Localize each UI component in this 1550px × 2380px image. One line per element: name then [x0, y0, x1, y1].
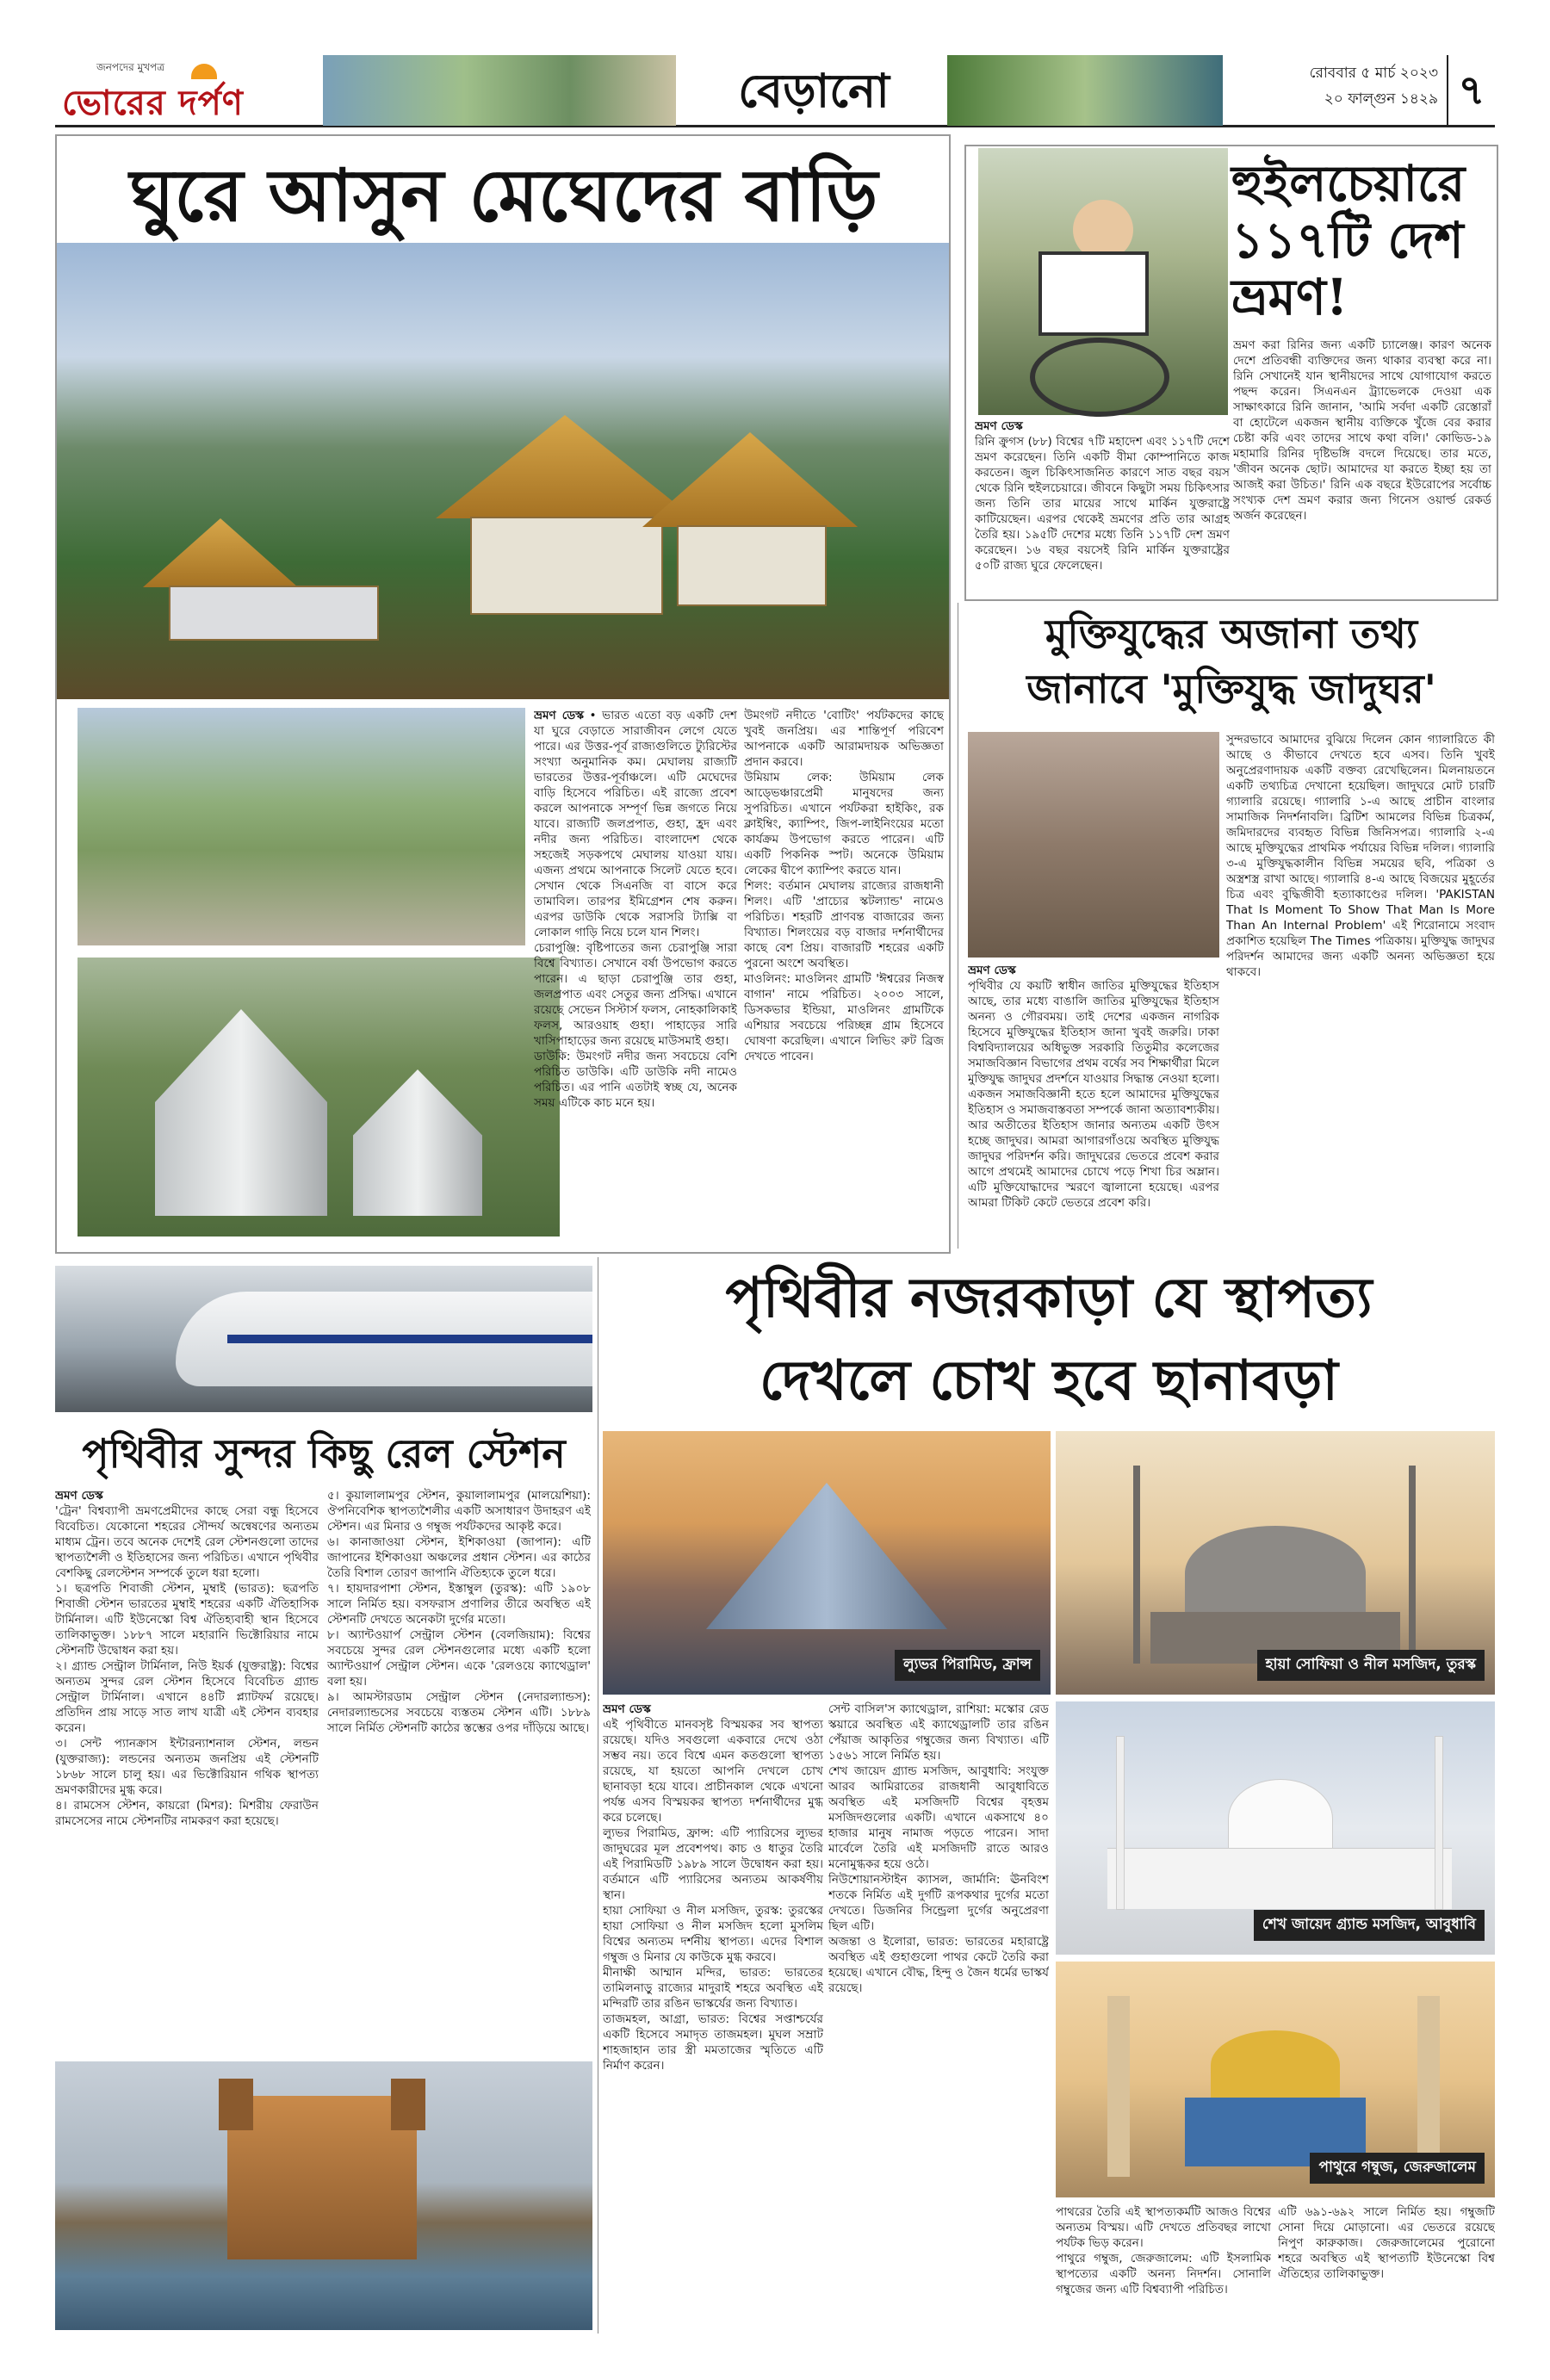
paragraph: ল্যুভর পিরামিড, ফ্রান্স: এটি প্যারিসের ল্যুভর জাদুঘরের মূল প্রবেশপথ। কাচ ও ধাতুর তৈরি এই পিরামিডটি ১৯৮৯ সালে উদ্বোধন করা হয়। বর্তমানে এটি প্যারিসের অন্যতম আকর্ষণীয় স্থান। [603, 1826, 823, 1902]
story-museum-col-right: সুন্দরভাবে আমাদের বুঝিয়ে দিলেন কোন গ্যালারিতে কী আছে ও কীভাবে দেখতে হবে এসব। তিনি খুবই অনুপ্রেরণাদায়ক একটি বক্তব্য রেখেছিলেন। মিলনায়তনে একটি তথ্যচিত্র দেখানো হয়েছিল। জাদুঘরে মোট চারটি গ্যালারি রয়েছে। গ্যালারি ১-এ আছে প্রাচীন বাংলার সামাজিক নিদর্শনাবলি। ব্রিটিশ আমলের বিভিন্ন চিত্রকর্ম, জমিদারদের ব্যবহৃত বিভিন্ন জিনিসপত্র। গ্যালারি ২-এ আছে মুক্তিযুদ্ধের প্রাথমিক পর্যায়ের বিভিন্ন দলিল। গ্যালারি ৩-এ মুক্তিযুদ্ধকালীন বিভিন্ন সময়ের ছবি, পত্রিকা ও অস্ত্রশস্ত্র রাখা আছে। গ্যালারি ৪-এ আছে বিজয়ের মুহূর্তের চিত্র এবং বুদ্ধিজীবী হত্যাকাণ্ডের দলিল। 'PAKISTAN That Is Moment To Show That Man Is More Than An Internal Problem' এই শিরোনামে সংবাদ প্রকাশিত হয়েছিল The Times পত্রিকায়। মুক্তিযুদ্ধ জাদুঘর পরিদর্শন আমাদের জন্য একটি অনন্য অভিজ্ঞতা হয়ে থাকবে। [1226, 733, 1495, 979]
hut-roof-3 [143, 518, 298, 587]
paragraph: 'ট্রেন' বিশ্বব্যাপী ভ্রমণপ্রেমীদের কাছে সেরা বন্ধু হিসেবে বিবেচিত। যেকোনো শহরের সৌন্দর্য অন্বেষণের অন্যতম মাধ্যম ট্রেন। তবে অনেক দেশেই রেল স্টেশনগুলো তাদের স্থাপত্যশৈলী ও ইতিহাসের জন্য পরিচিত। এখানে পৃথিবীর বেশকিছু রেলস্টেশন সম্পর্কে তুলে ধরা হলো। [55, 1504, 319, 1580]
date-bengali: ২০ ফাল্গুন ১৪২৯ [1324, 90, 1438, 108]
arch-column [1107, 1996, 1130, 2177]
paragraph: অজন্তা ও ইলোরা, ভারত: ভারতের মহারাষ্ট্রে অবস্থিত এই গুহাগুলো পাথর কেটে তৈরি করা হয়েছে। এখানে বৌদ্ধ, হিন্দু ও জৈন ধর্মের ভাস্কর্য রয়েছে। [828, 1935, 1049, 1995]
wooden-deck [169, 586, 379, 641]
paragraph: ৩। সেন্ট প্যানক্রাস ইন্টারন্যাশনাল স্টেশন, লন্ডন (যুক্তরাজ্য): লন্ডনের অন্যতম জনপ্রিয় এই স্টেশনটি ১৮৬৮ সালে চালু হয়। এর ভিক্টোরিয়ান গথিক স্থাপত্য ভ্রমণকারীদের মুগ্ধ করে। [55, 1737, 319, 1797]
paragraph: তাজমহল, আগ্রা, ভারত: বিশ্বের সপ্তাশ্চর্যের একটি হিসেবে সমাদৃত তাজমহল। মুঘল সম্রাট শাহজাহান তার স্ত্রী মমতাজের স্মৃতিতে এটি নির্মাণ করেন। [603, 2012, 823, 2073]
train-stripe [227, 1335, 592, 1343]
paragraph: মাওলিনং: মাওলিনং গ্রামটি 'ঈশ্বরের নিজস্ব বাগান' নামে পরিচিত। ২০০৩ সালে, ডিসকভার ইন্ডিয়া, মাওলিনং গ্রামটিকে এশিয়ার সবচেয়ে পরিচ্ছন্ন গ্রাম হিসেবে ঘোষণা করেছিল। এখানে লিভিং রুট ব্রিজ দেখতে পাবেন। [744, 972, 944, 1063]
main-dome [1185, 1526, 1366, 1621]
paragraph: ৪। রামসেস স্টেশন, কায়রো (মিশর): মিশরীয় ফেরাউন রামসেসের নামে স্টেশনটির নামকরণ করা হয়েছে। [55, 1799, 319, 1828]
section-title: বেড়ানো [738, 63, 890, 118]
bullet-train-photo [55, 1266, 592, 1412]
story-wheelchair-headline: হুইলচেয়ারে ১১৭টি দেশ ভ্রমণ! [1231, 154, 1466, 326]
louvre-pyramid-photo [603, 1431, 1051, 1695]
banner-photo-right [947, 55, 1223, 126]
paragraph: রিনি ক্রুগস (৮৮) বিশ্বের ৭টি মহাদেশ এবং ১১৭টি দেশে ভ্রমণ করেছেন। তিনি একটি বীমা কোম্পানিতে কাজ করতেন। জুল চিকিৎসাজনিত কারণে সাত বছর বয়স থেকে রিনি হুইলচেয়ারে। জীবনে কিছুটা সময় চিকিৎসার জন্য তিনি তার মায়ের সাথে মার্কিন যুক্তরাষ্ট্রে কাটিয়েছেন। এরপর থেকেই ভ্রমণের প্রতি তার আগ্রহ তৈরি হয়। ১৯৫টি দেশের মধ্যে তিনি ১১৭টি দেশ ভ্রমণ করেছেন। ১৬ বছর বয়সেই রিনি মার্কিন যুক্তরাষ্ট্রের ৫০টি রাজ্য ঘুরে ফেলেছেন। [975, 435, 1230, 573]
hagia-sophia-photo [1056, 1431, 1495, 1695]
paragraph: চেরাপুঞ্জি: বৃষ্টিপাতের জন্য চেরাপুঞ্জি সারা বিশ্বে বিখ্যাত। সেখানে বর্ষা উপভোগ করতে পারেন। এ ছাড়া চেরাপুঞ্জি তার গুহা, জলপ্রপাত এবং সেতুর জন্য প্রসিদ্ধ। এখানে রয়েছে সেভেন সিস্টার্স ফলস, নোহকালিকাই ফলস, আরওয়াহ গুহা। পাহাড়ের সারি খাসিপাহাড়ের জন্য রয়েছে মাউসমাই গুহা। [534, 941, 737, 1048]
story-meghalaya-headline: ঘুরে আসুন মেঘেদের বাড়ি [129, 152, 878, 238]
hut-wall-2 [677, 525, 827, 606]
paragraph: হায়া সোফিয়া ও নীল মসজিদ, তুরস্ক: তুরস্কের হায়া সোফিয়া ও নীল মসজিদ হলো মুসলিম বিশ্বের অন্যতম দর্শনীয় স্থাপত্য। এদের বিশাল গম্বুজ ও মিনার যে কাউকে মুগ্ধ করবে। [603, 1904, 823, 1964]
paragraph: উমিয়াম লেক: উমিয়াম লেক আড্ভেঞ্চারপ্রেমী মানুষদের জন্য সুপরিচিত। এখানে পর্যটকরা হাইকিং, রক ক্লাইম্বিং, ক্যাম্পিং, জিপ-লাইনিংয়ের মতো কার্যক্রম উপভোগ করতে পারেন। এটি একটি পিকনিক স্পট। অনেকে উমিয়াম লেকের দ্বীপে ক্যাম্পিং করতে যান। [744, 771, 944, 877]
paragraph: ডাউকি: উমংগট নদীর জন্য সবচেয়ে বেশি পরিচিত ডাউকি। এটি ডাউকি নদী নামেও পরিচিত। এর পানি এতটাই স্বচ্ছ যে, অনেক সময় এটিকে কাচ মনে হয়। [534, 1050, 737, 1110]
paragraph: ৮। অ্যান্টওয়ার্প সেন্ট্রাল স্টেশন (বেলজিয়াম): বিশ্বের সবচেয়ে সুন্দর রেল স্টেশনগুলোর মধ্যে একটি হলো অ্যান্টওয়ার্প সেন্ট্রাল স্টেশন। একে 'রেলওয়ে ক্যাথেড্রাল' বলা হয়। [327, 1628, 591, 1689]
paragraph: শিলং: বর্তমান মেঘালয় রাজ্যের রাজধানী শিলং। এটি 'প্রাচ্যের স্কটল্যান্ড' নামেও পরিচিত। শহরটি প্রাণবন্ত বাজারের জন্য বিখ্যাত। শিলংয়ের বড় বাজার দর্শনার্থীদের কাছে বেশ প্রিয়। বাজারটি শহরের একটি পুরনো অংশে অবস্থিত। [744, 879, 944, 970]
haydarpasa-station-photo [55, 2061, 592, 2330]
paragraph: উমংগট নদীতে 'বোটিং' পর্যটকদের কাছে খুবই জনপ্রিয়। এর শান্তিপূর্ণ পরিবেশ আপনাকে একটি আরামদায়ক অভিজ্ঞতা প্রদান করবে। [744, 709, 944, 769]
jeep-photo [78, 708, 525, 945]
paragraph: সেন্ট বাসিল'স ক্যাথেড্রাল, রাশিয়া: মস্কোর রেড স্কয়ারে অবস্থিত এই ক্যাথেড্রালটি তার রঙিন পেঁয়াজ আকৃতির গম্বুজের জন্য বিখ্যাত। এটি ১৫৬১ সালে নির্মিত হয়। [828, 1702, 1049, 1763]
logo-text: ভোরের দর্পণ [62, 83, 244, 123]
photo-caption: হায়া সোফিয়া ও নীল মসজিদ, তুরস্ক [1257, 1650, 1485, 1681]
paragraph: পাথরের তৈরি এই স্থাপত্যকর্মটি আজও বিশ্বের অন্যতম বিস্ময়। এটি দেখতে প্রতিবছর লাখো পর্যটক ভিড় করেন। [1056, 2205, 1271, 2250]
minaret [1116, 1736, 1125, 1910]
story-architecture-col-1 [603, 1701, 823, 2339]
story-wheelchair-col-right: ভ্রমণ করা রিনির জন্য একটি চ্যালেঞ্জ। কারণ অনেক দেশে প্রতিবন্ধী ব্যক্তিদের জন্য থাকার ব্যবস্থা করে না। রিনি সেখানেই যান স্থানীয়দের সাথে যোগাযোগ করতে পছন্দ করেন। সিএনএন ট্র্যাভেলকে দেওয়া এক সাক্ষাৎকারে রিনি জানান, 'আমি সর্বদা একটি রেস্তোরাঁ বা হোটেলে একজন স্থানীয় ব্যক্তিকে খুঁজে বের করার চেষ্টা করি এবং তাদের সাথে কথা বলি।' কোভিড-১৯ মহামারি রিনির দৃষ্টিভঙ্গি বদলে দিয়েছে। তার মতে, 'জীবন অনেক ছোট। আমাদের যা করতে ইচ্ছা হয় তা আজই করা উচিত।' রিনি এক বছরে ইউরোপের সর্বোচ্চ সংখ্যক দেশ ভ্রমণ করার জন্য গিনেস ওয়ার্ল্ড রেকর্ড অর্জন করেছেন। [1233, 338, 1491, 523]
white-dome [1228, 1779, 1333, 1858]
minaret [1435, 1736, 1443, 1910]
date-gregorian: রোববার ৫ মার্চ ২০২৩ [1309, 65, 1438, 82]
hut-wall-1 [470, 517, 663, 615]
museum-photo [968, 732, 1219, 958]
mosque-base [1107, 1848, 1452, 1909]
glass-pyramid [706, 1483, 947, 1629]
byline: ভ্রমণ ডেস্ক [968, 964, 1016, 977]
minaret [1133, 1466, 1140, 1664]
story-architecture-headline [603, 1257, 1495, 1429]
paragraph: পাথুরে গম্বুজ, জেরুজালেম: এটি ইসলামিক স্থাপত্যের একটি অনন্য নিদর্শন। সোনালি গম্বুজের জন্য এটি বিশ্বব্যাপী পরিচিত। [1056, 2252, 1271, 2296]
story-meghalaya-col-1: ভ্রমণ ডেস্ক • ভারত এতো বড় একটি দেশ যা ঘুরে বেড়াতে সারাজীবন লেগে যেতে পারে। এর উত্তর-পূর্ব রাজ্যগুলিতে ট্যুরিস্টের সংখ্যা অনুমানিক কম। মেঘালয় রাজ্যটি ভারতের উত্তর-পূর্বাঞ্চলে। এটি মেঘেদের বাড়ি হিসেবে পরিচিত। এই রাজ্যে প্রবেশ করলে আপনাকে সম্পূর্ণ ভিন্ন জগতে নিয়ে যাবে। রাজ্যটি জলপ্রপাত, গুহা, হ্রদ এবং নদীর জন্য পরিচিত। বাংলাদেশ থেকে সহজেই সড়কপথে মেঘালয় যাওয়া যায়। এজন্য প্রথমে আপনাকে সিলেট যেতে হবে। সেখান থেকে সিএনজি বা বাসে করে তামাবিল। তারপর ইমিগ্রেশন শেষ করুন। এরপর ডাউকি থেকে সরাসরি ট্যাক্সি বা লোকাল গাড়ি নিয়ে চলে যান শিলং। চেরাপুঞ্জি: বৃষ্টিপাতের জন্য চেরাপুঞ্জি সারা বিশ্বে বিখ্যাত। সেখানে বর্ষা উপভোগ করতে পারেন। এ ছাড়া চেরাপুঞ্জি তার গুহা, জলপ্রপাত এবং সেতুর জন্য প্রসিদ্ধ। এখানে রয়েছে সেভেন সিস্টার্স ফলস, নোহকালিকাই ফলস, আরওয়াহ গুহা। পাহাড়ের সারি খাসিপাহাড়ের জন্য রয়েছে মাউসমাই গুহা। ডাউকি: উমংগট নদীর জন্য সবচেয়ে বেশি পরিচিত ডাউকি। এটি ডাউকি নদী নামেও পরিচিত। এর পানি এতটাই স্বচ্ছ যে, অনেক সময় এটিকে কাচ মনে হয়। [534, 709, 737, 1110]
paragraph: নিউশোয়ানস্টাইন ক্যাসল, জার্মানি: ঊনবিংশ শতকে নির্মিত এই দুর্গটি রূপকথার দুর্গের মতো দেখতে। ডিজনির সিন্ড্রেলা দুর্গের অনুপ্রেরণা ছিল এটি। [828, 1873, 1049, 1933]
sheikh-zayed-mosque-photo [1056, 1701, 1495, 1955]
paragraph: পৃথিবীর যে কয়টি স্বাধীন জাতির মুক্তিযুদ্ধের ইতিহাস আছে, তার মধ্যে বাঙালি জাতির মুক্তিযুদ্ধের ইতিহাস অনন্য ও গৌরবময়। তাই দেশের একজন নাগরিক হিসেবে মুক্তিযুদ্ধের ইতিহাস জানা খুবই জরুরি। ঢাকা বিশ্ববিদ্যালয়ের অধিভুক্ত সরকারি তিতুমীর কলেজের সমাজবিজ্ঞান বিভাগের প্রথম বর্ষের সব শিক্ষার্থীরা মিলে মুক্তিযুদ্ধ জাদুঘর প্রদর্শনে যাওয়ার সিদ্ধান্ত নেওয়া হলো। একজন সমাজবিজ্ঞানী হতে হলে আমাদের মুক্তিযুদ্ধের ইতিহাস ও সমাজবাস্তবতা সম্পর্কে জানা অত্যাবশ্যকীয়। আর অতীতের ইতিহাস জানার অন্যতম একটি উৎস হচ্ছে জাদুঘর। আমরা আগারগাঁওয়ে অবস্থিত মুক্তিযুদ্ধ জাদুঘর পরিদর্শন করি। জাদুঘরের ভেতরে প্রবেশ করার আগে প্রথমেই আমাদের চোখে পড়ে শিখা চির অম্লান। এটি মুক্তিযোদ্ধাদের স্মরণে জ্বালানো হয়েছে। এরপর আমরা টিকিট কেটে ভেতরে প্রবেশ করি। [968, 979, 1219, 1210]
wheelchair-wheel [1030, 338, 1169, 417]
date-block [1231, 60, 1438, 121]
headline-line: দেখলে চোখ হবে ছানাবড়া [760, 1348, 1338, 1413]
tent-photo [78, 958, 560, 1236]
paragraph: এই পৃথিবীতে মানবসৃষ্ট বিস্ময়কর সব স্থাপত্য রয়েছে। যদিও সবগুলো একবারে দেখে ওঠা সম্ভব নয়। তবে বিশ্বে এমন কতগুলো স্থাপত্য রয়েছে, যা হয়তো আপনি দেখলে চোখ ছানাবড়া হয়ে যাবে। প্রাচীনকাল থেকে এখনো পর্যন্ত এসব বিস্ময়কর স্থাপত্য দর্শনার্থীদের মুগ্ধ করে চলেছে। [603, 1718, 823, 1825]
paragraph: ৫। কুয়ালালামপুর স্টেশন, কুয়ালালামপুর (মালয়েশিয়া): ঔপনিবেশিক স্থাপত্যশৈলীর একটি অসাধারণ উদাহরণ এই স্টেশন। এর মিনার ও গম্বুজ পর্যটকদের আকৃষ্ট করে। [327, 1489, 591, 1534]
headline-line: মুক্তিযুদ্ধের অজানা তথ্য [1045, 610, 1418, 657]
tent-2 [353, 1069, 482, 1216]
station-tower-right [391, 2079, 425, 2130]
paragraph: ৯। আমস্টারডাম সেন্ট্রাল স্টেশন (নেদারল্যান্ডস): নেদারল্যান্ডসের সবচেয়ে ব্যস্ততম স্টেশন এটি। ১৮৮৯ সালে নির্মিত স্টেশনটি কাঠের স্তম্ভের ওপর দাঁড়িয়ে আছে। [327, 1690, 591, 1735]
story-museum-headline [964, 606, 1498, 720]
wheelchair-traveler-photo [978, 148, 1228, 415]
tent-1 [155, 1009, 327, 1216]
banner-photo-left [323, 55, 676, 126]
story-museum-col-left [968, 963, 1219, 1249]
story-rail-col-1 [55, 1488, 319, 2056]
page-number: ৭ [1447, 55, 1495, 126]
station-building [227, 2096, 417, 2259]
story-architecture-col-2 [828, 1701, 1049, 2339]
photo-caption: ল্যুভর পিরামিড, ফ্রান্স [895, 1650, 1040, 1681]
byline: ভ্রমণ ডেস্ক [55, 1489, 103, 1503]
arch-column [1417, 1996, 1440, 2177]
photo-caption: পাথুরে গম্বুজ, জেরুজালেম [1310, 2153, 1485, 2184]
story-rail-headline: পৃথিবীর সুন্দর কিছু রেল স্টেশন [82, 1430, 566, 1477]
byline: ভ্রমণ ডেস্ক [603, 1702, 651, 1716]
paragraph: শেখ জায়েদ গ্র্যান্ড মসজিদ, আবুধাবি: সংযুক্ত আরব আমিরাতের রাজধানী আবুধাবিতে অবস্থিত এই মসজিদটি বিশ্বের বৃহত্তম মসজিদগুলোর একটি। এখানে একসাথে ৪০ হাজার মানুষ নামাজ পড়তে পারেন। সাদা মার্বেলে তৈরি এই মসজিদটি রাতে আরও মনোমুগ্ধকর হয়ে ওঠে। [828, 1764, 1049, 1871]
paragraph: ৭। হায়দারপাশা স্টেশন, ইস্তাম্বুল (তুরস্ক): এটি ১৯০৮ সালে নির্মিত হয়। বসফরাস প্রণালির তীরে অবস্থিত এই স্টেশনটি দেখতে অনেকটা দুর্গের মতো। [327, 1582, 591, 1627]
station-tower-left [219, 2079, 253, 2130]
dome-of-the-rock-photo [1056, 1962, 1495, 2197]
story-wheelchair-col-left [975, 418, 1230, 596]
story-architecture-col-4: এটি ৬৯১-৬৯২ সালে নির্মিত হয়। গম্বুজটি সোনা দিয়ে মোড়ানো। এর ভেতরে রয়েছে নিপুণ কারুকাজ। জেরুজালেমের পুরোনো শহরে অবস্থিত এই স্থাপত্যটি ইউনেস্কো বিশ্ব ঐতিহ্যের তালিকাভুক্ত। [1278, 2205, 1495, 2281]
logo-tagline: জনপদের মুখপত্র [96, 61, 165, 73]
photo-caption: শেখ জায়েদ গ্র্যান্ড মসজিদ, আবুধাবি [1254, 1910, 1485, 1941]
paragraph: ২। গ্র্যান্ড সেন্ট্রাল টার্মিনাল, নিউ ইয়র্ক (যুক্তরাষ্ট্র): বিশ্বের অন্যতম সুন্দর রেল স্টেশন হিসেবে বিবেচিত গ্র্যান্ড সেন্ট্রাল টার্মিনাল। এখানে ৪৪টি প্ল্যাটফর্ম রয়েছে। প্রতিদিন প্রায় সাড়ে সাত লাখ যাত্রী এই স্টেশন ব্যবহার করেন। [55, 1659, 319, 1735]
byline: ভ্রমণ ডেস্ক [534, 709, 585, 722]
headline-line: জানাবে 'মুক্তিযুদ্ধ জাদুঘর' [1026, 666, 1436, 712]
minaret [1409, 1466, 1416, 1664]
hut-photo [57, 243, 949, 699]
hut-roof-2 [642, 432, 858, 527]
golden-dome [1211, 2030, 1340, 2099]
hut-roof-1 [436, 415, 694, 518]
paragraph: মীনাক্ষী আম্মান মন্দির, ভারত: ভারতের তামিলনাড়ু রাজ্যের মাদুরাই শহরে অবস্থিত এই মন্দিরটি তার রঙিন ভাস্কর্যের জন্য বিখ্যাত। [603, 1966, 823, 2011]
story-rail-col-2 [327, 1488, 591, 2056]
story-architecture-col-3 [1056, 2204, 1271, 2339]
story-meghalaya-col-2 [744, 708, 944, 1242]
guinness-certificate [1038, 251, 1149, 336]
paragraph: ১। ছত্রপতি শিবাজী স্টেশন, মুম্বাই (ভারত): ছত্রপতি শিবাজী স্টেশন ভারতের মুম্বাই শহরের একটি ঐতিহাসিক টার্মিনাল। এটি ইউনেস্কো বিশ্ব ঐতিহ্যবাহী স্থান হিসেবে তালিকাভুক্ত। ১৮৮৭ সালে মহারানি ভিক্টোরিয়ার নামে স্টেশনটি উদ্বোধন করা হয়। [55, 1582, 319, 1658]
byline: ভ্রমণ ডেস্ক [975, 419, 1023, 433]
newspaper-logo[interactable] [62, 60, 320, 122]
headline-line: পৃথিবীর নজরকাড়া যে স্থাপত্য [725, 1266, 1373, 1330]
paragraph: ভারত এতো বড় একটি দেশ যা ঘুরে বেড়াতে সারাজীবন লেগে যেতে পারে। এর উত্তর-পূর্ব রাজ্যগুলিতে ট্যুরিস্টের সংখ্যা অনুমানিক কম। মেঘালয় রাজ্যটি ভারতের উত্তর-পূর্বাঞ্চলে। এটি মেঘেদের বাড়ি হিসেবে পরিচিত। এই রাজ্যে প্রবেশ করলে আপনাকে সম্পূর্ণ ভিন্ন জগতে নিয়ে যাবে। রাজ্যটি জলপ্রপাত, গুহা, হ্রদ এবং নদীর জন্য পরিচিত। বাংলাদেশ থেকে সহজেই সড়কপথে মেঘালয় যাওয়া যায়। এজন্য প্রথমে আপনাকে সিলেট যেতে হবে। সেখান থেকে সিএনজি বা বাসে করে তামাবিল। তারপর ইমিগ্রেশন শেষ করুন। এরপর ডাউকি থেকে সরাসরি ট্যাক্সি বা লোকাল গাড়ি নিয়ে চলে যান শিলং। [534, 709, 737, 939]
paragraph: ৬। কানাজাওয়া স্টেশন, ইশিকাওয়া (জাপান): এটি জাপানের ইশিকাওয়া অঞ্চলের প্রধান স্টেশন। এর কাঠের তৈরি বিশাল তোরণ জাপানি ঐতিহ্যকে তুলে ধরে। [327, 1535, 591, 1580]
